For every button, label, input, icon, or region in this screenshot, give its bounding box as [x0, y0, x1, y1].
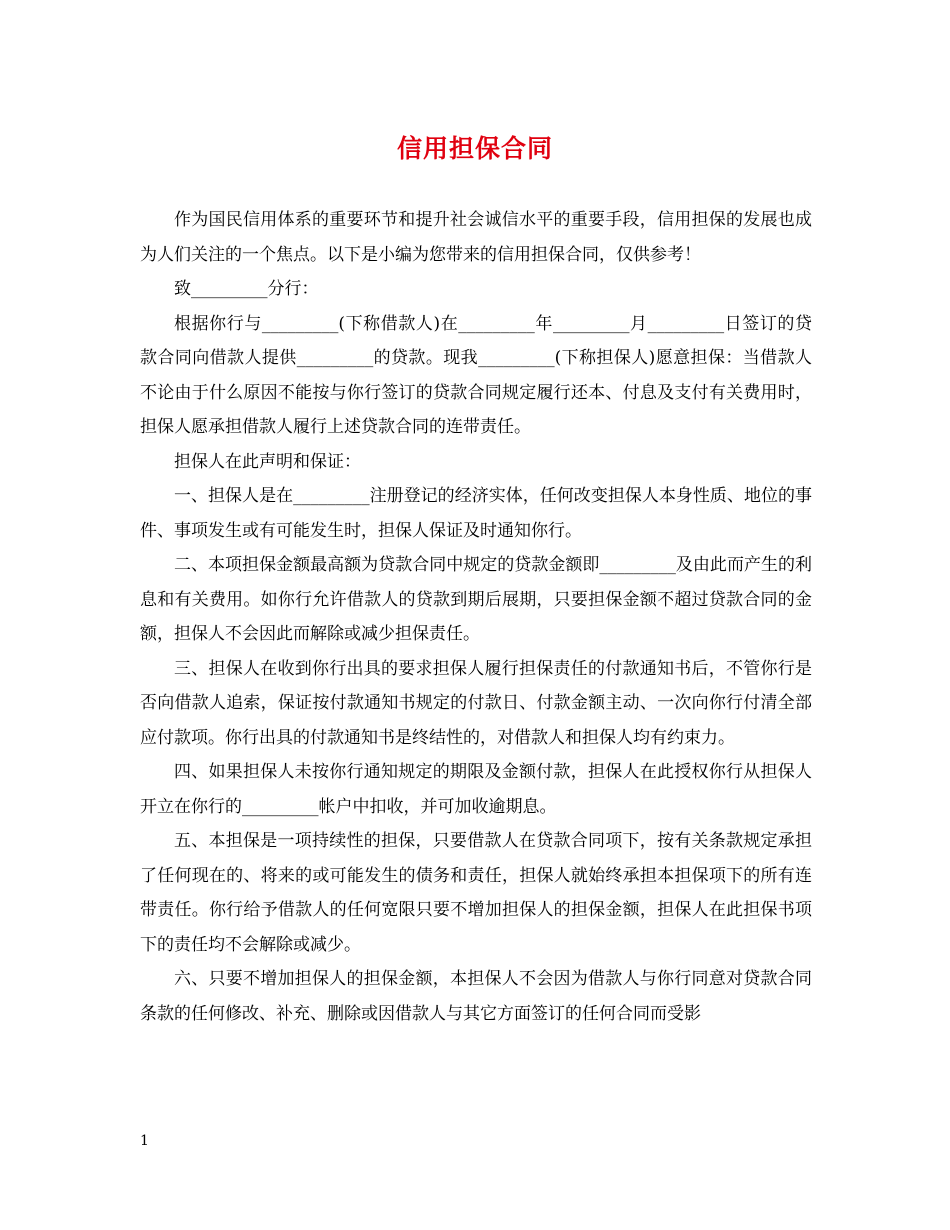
clause-6: 六、只要不增加担保人的担保金额，本担保人不会因为借款人与你行同意对贷款合同条款的任何修改、补充、删除或因借款人与其它方面签订的任何合同而受影 — [140, 969, 812, 1024]
clause-3: 三、担保人在收到你行出具的要求担保人履行担保责任的付款通知书后，不管你行是否向借款人追索，保证按付款通知书规定的付款日、付款金额主动、一次向你行付清全部应付款项。你行出具的付款通知书是终结性的，对借款人和担保人均有约束力。 — [140, 658, 812, 748]
agreement-paragraph: 根据你行与_________(下称借款人)在_________年_________月_________日签订的贷款合同向借款人提供_________的贷款。现我_________(下称担保人)愿意担保：当借款人不论由于什么原因不能按与你行签订的贷款合同规定履行还本、付息及支付有关费用时，担保人愿承担借款人履行上述贷款合同的连带责任。 — [140, 313, 812, 437]
document-title: 信用担保合同 — [396, 134, 553, 163]
clause-1: 一、担保人是在_________注册登记的经济实体，任何改变担保人本身性质、地位的事件、事项发生或有可能发生时，担保人保证及时通知你行。 — [140, 486, 812, 541]
declaration-heading: 担保人在此声明和保证： — [174, 451, 361, 472]
clause-5: 五、本担保是一项持续性的担保，只要借款人在贷款合同项下，按有关条款规定承担了任何现在的、将来的或可能发生的债务和责任，担保人就始终承担本担保项下的所有连带责任。你行给予借款人的任何宽限只要不增加担保人的担保金额，担保人在此担保书项下的责任均不会解除或减少。 — [140, 831, 812, 955]
page-number: 1 — [140, 1133, 149, 1149]
clause-2: 二、本项担保金额最高额为贷款合同中规定的贷款金额即_________及由此而产生的利息和有关费用。如你行允许借款人的贷款到期后展期，只要担保金额不超过贷款合同的金额，担保人不会因此而解除或减少担保责任。 — [140, 555, 812, 644]
clause-4: 四、如果担保人未按你行通知规定的期限及金额付款，担保人在此授权你行从担保人开立在你行的_________帐户中扣收，并可加收逾期息。 — [140, 762, 812, 817]
addressee-line: 致_________分行： — [174, 279, 319, 299]
intro-paragraph: 作为国民信用体系的重要环节和提升社会诚信水平的重要手段，信用担保的发展也成为人们关注的一个焦点。以下是小编为您带来的信用担保合同，仅供参考！ — [140, 210, 812, 265]
document-body — [140, 203, 812, 1031]
